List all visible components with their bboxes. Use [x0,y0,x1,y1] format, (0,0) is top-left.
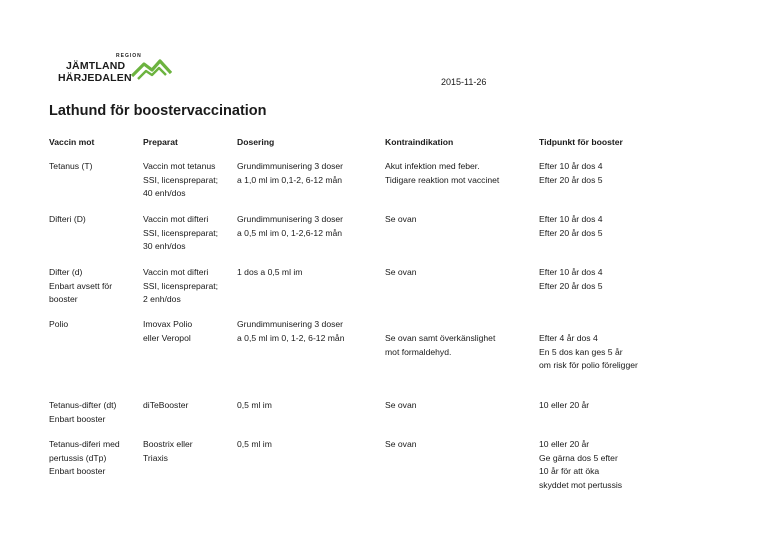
cell-kontraindikation: Se ovan [385,214,417,224]
logo-region-text: REGION [116,53,142,59]
column-header-tidpunkt: Tidpunkt för booster [539,137,623,147]
cell-vaccin: Tetanus (T) [49,161,93,171]
cell-vaccin: Tetanus-diferi med pertussis (dTp) Enbart booster [49,439,120,477]
page-title: Lathund för boostervaccination [49,103,267,119]
cell-dosering: Grundimmunisering 3 doser a 0,5 ml im 0, 1-2, 6-12 mån [237,319,345,343]
cell-vaccin: Difter (d) Enbart avsett för booster [49,267,113,305]
cell-preparat: Boostrix eller Triaxis [143,439,193,463]
logo-line-2: HÄRJEDALEN [58,72,132,84]
cell-vaccin: Polio [49,319,69,329]
cell-tidpunkt: Efter 10 år dos 4 Efter 20 år dos 5 [539,161,603,185]
cell-preparat: Vaccin mot tetanus SSI, licenspreparat; 40 enh/dos [143,161,218,199]
cell-preparat: Imovax Polio eller Veropol [143,319,193,343]
cell-dosering: 0,5 ml im [237,439,272,449]
mountains-logo-icon [130,56,172,82]
cell-preparat: diTeBooster [143,400,189,410]
column-header-preparat: Preparat [143,137,178,147]
column-header-kontraindikation: Kontraindikation [385,137,454,147]
cell-tidpunkt: Efter 10 år dos 4 Efter 20 år dos 5 [539,214,603,238]
cell-dosering: 1 dos a 0,5 ml im [237,267,303,277]
cell-vaccin: Difteri (D) [49,214,86,224]
cell-preparat: Vaccin mot difteri SSI, licenspreparat; 30 enh/dos [143,214,218,252]
cell-tidpunkt: 10 eller 20 år Ge gärna dos 5 efter 10 år för att öka skyddet mot pertussis [539,439,623,490]
cell-tidpunkt: Efter 10 år dos 4 Efter 20 år dos 5 [539,267,603,291]
cell-preparat: Vaccin mot difteri SSI, licenspreparat; 2 enh/dos [143,267,218,305]
cell-kontraindikation: Se ovan samt överkänslighet mot formaldehyd. [385,333,496,357]
region-logo [56,52,176,88]
cell-kontraindikation: Se ovan [385,439,417,449]
cell-dosering: Grundimmunisering 3 doser a 0,5 ml im 0, 1-2,6-12 mån [237,214,344,238]
cell-tidpunkt: 10 eller 20 år [539,400,590,410]
cell-vaccin: Tetanus-difter (dt) Enbart booster [49,400,117,424]
cell-kontraindikation: Se ovan [385,400,417,410]
cell-tidpunkt: Efter 4 år dos 4 En 5 dos kan ges 5 år om risk för polio föreligger [539,333,638,371]
cell-kontraindikation: Akut infektion med feber. Tidigare reaktion mot vaccinet [385,161,500,185]
column-header-dosering: Dosering [237,137,275,147]
cell-dosering: Grundimmunisering 3 doser a 1,0 ml im 0,1-2, 6-12 mån [237,161,344,185]
cell-kontraindikation: Se ovan [385,267,417,277]
logo-line-1: JÄMTLAND [66,60,126,72]
column-header-vaccin: Vaccin mot [49,137,95,147]
document-date: 2015-11-26 [441,77,487,87]
cell-dosering: 0,5 ml im [237,400,272,410]
